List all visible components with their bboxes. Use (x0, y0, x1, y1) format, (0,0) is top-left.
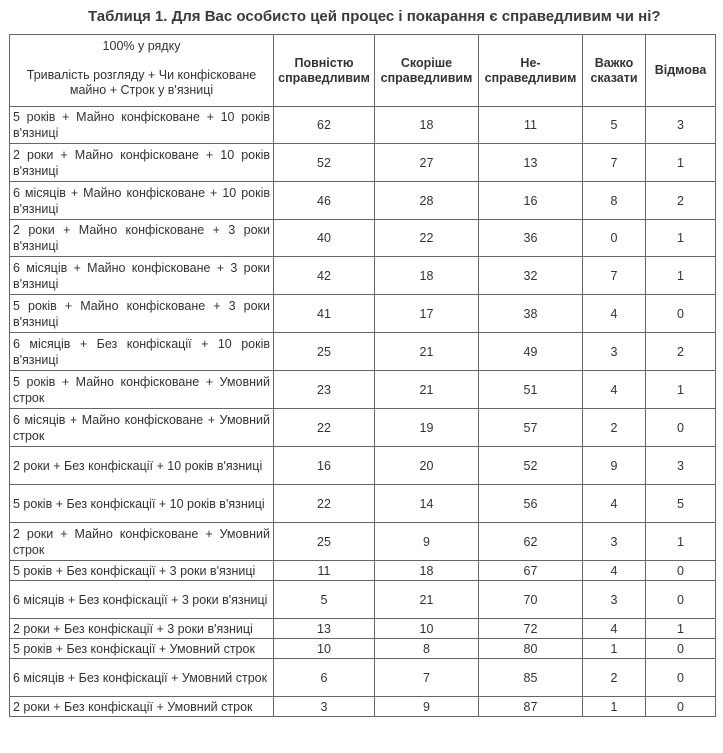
cell-rather-fair: 21 (375, 333, 479, 371)
row-label: 5 років + Без конфіскації + 10 років в'язниці (10, 485, 274, 523)
table-row (10, 333, 716, 371)
table-row (10, 639, 716, 659)
cell-refusal: 0 (646, 295, 716, 333)
cell-hard-to-say: 0 (583, 220, 646, 257)
cell-fully-fair: 23 (274, 371, 375, 409)
cell-unfair: 62 (479, 523, 583, 561)
cell-fully-fair: 25 (274, 523, 375, 561)
cell-refusal: 1 (646, 144, 716, 182)
cell-rather-fair: 28 (375, 182, 479, 220)
cell-refusal: 2 (646, 333, 716, 371)
cell-fully-fair: 10 (274, 639, 375, 659)
page-title: Таблиця 1. Для Вас особисто цей процес і покарання є справедливим чи ні? (88, 8, 661, 25)
cell-rather-fair: 14 (375, 485, 479, 523)
cell-refusal: 1 (646, 619, 716, 639)
cell-hard-to-say: 5 (583, 107, 646, 144)
cell-fully-fair: 6 (274, 659, 375, 697)
cell-refusal: 2 (646, 182, 716, 220)
cell-hard-to-say: 4 (583, 619, 646, 639)
percent-note: 100% у рядку (102, 39, 181, 53)
cell-refusal: 0 (646, 561, 716, 581)
row-label: 5 років + Без конфіскації + 3 роки в'язниці (10, 561, 274, 581)
cell-rather-fair: 9 (375, 697, 479, 717)
cell-unfair: 67 (479, 561, 583, 581)
cell-hard-to-say: 3 (583, 581, 646, 619)
table-row (10, 659, 716, 697)
cell-fully-fair: 16 (274, 447, 375, 485)
cell-rather-fair: 10 (375, 619, 479, 639)
row-label: 6 місяців + Без конфіскації + 3 роки в'язниці (10, 581, 274, 619)
col-header-refusal: Відмова (646, 35, 716, 107)
row-label-title: Тривалість розгляду + Чи конфісковане майно + Строк у в'язниці (26, 68, 257, 97)
row-label: 6 місяців + Майно конфісковане + 3 роки в'язниці (10, 257, 274, 295)
cell-fully-fair: 62 (274, 107, 375, 144)
cell-refusal: 1 (646, 371, 716, 409)
cell-unfair: 52 (479, 447, 583, 485)
cell-unfair: 32 (479, 257, 583, 295)
cell-unfair: 38 (479, 295, 583, 333)
cell-fully-fair: 11 (274, 561, 375, 581)
row-label-header (10, 35, 274, 107)
col-header-rather-fair: Скоріше справедливим (375, 35, 479, 107)
row-label: 5 років + Майно конфісковане + Умовний строк (10, 371, 274, 409)
cell-rather-fair: 8 (375, 639, 479, 659)
cell-unfair: 70 (479, 581, 583, 619)
row-label: 2 роки + Без конфіскації + Умовний строк (10, 697, 274, 717)
table-row (10, 107, 716, 144)
cell-rather-fair: 20 (375, 447, 479, 485)
cell-fully-fair: 52 (274, 144, 375, 182)
cell-fully-fair: 3 (274, 697, 375, 717)
table-row (10, 409, 716, 447)
cell-rather-fair: 18 (375, 107, 479, 144)
row-label: 5 років + Майно конфісковане + 3 роки в'язниці (10, 295, 274, 333)
table-row (10, 697, 716, 717)
cell-unfair: 80 (479, 639, 583, 659)
cell-hard-to-say: 1 (583, 697, 646, 717)
row-label: 5 років + Без конфіскації + Умовний строк (10, 639, 274, 659)
cell-refusal: 0 (646, 409, 716, 447)
cell-unfair: 36 (479, 220, 583, 257)
cell-refusal: 1 (646, 220, 716, 257)
cell-unfair: 56 (479, 485, 583, 523)
table-row (10, 523, 716, 561)
cell-refusal: 0 (646, 659, 716, 697)
cell-rather-fair: 27 (375, 144, 479, 182)
cell-rather-fair: 21 (375, 581, 479, 619)
cell-rather-fair: 18 (375, 257, 479, 295)
cell-hard-to-say: 4 (583, 485, 646, 523)
row-label: 2 роки + Майно конфісковане + 10 років в'язниці (10, 144, 274, 182)
cell-hard-to-say: 7 (583, 144, 646, 182)
cell-rather-fair: 17 (375, 295, 479, 333)
header-row (10, 35, 716, 107)
row-label: 2 роки + Майно конфісковане + 3 роки в'язниці (10, 220, 274, 257)
cell-fully-fair: 22 (274, 409, 375, 447)
cell-fully-fair: 42 (274, 257, 375, 295)
cell-unfair: 72 (479, 619, 583, 639)
cell-fully-fair: 41 (274, 295, 375, 333)
table-row (10, 447, 716, 485)
table-row (10, 144, 716, 182)
row-label: 2 роки + Майно конфісковане + Умовний строк (10, 523, 274, 561)
cell-refusal: 5 (646, 485, 716, 523)
cell-unfair: 11 (479, 107, 583, 144)
cell-fully-fair: 22 (274, 485, 375, 523)
cell-fully-fair: 46 (274, 182, 375, 220)
cell-refusal: 1 (646, 257, 716, 295)
cell-unfair: 49 (479, 333, 583, 371)
cell-hard-to-say: 9 (583, 447, 646, 485)
cell-fully-fair: 5 (274, 581, 375, 619)
cell-hard-to-say: 7 (583, 257, 646, 295)
cell-hard-to-say: 8 (583, 182, 646, 220)
table-row (10, 257, 716, 295)
row-label: 6 місяців + Без конфіскації + Умовний строк (10, 659, 274, 697)
table-row (10, 581, 716, 619)
table-row (10, 485, 716, 523)
table-row (10, 295, 716, 333)
col-header-fully-fair: Повністю справедливим (274, 35, 375, 107)
cell-hard-to-say: 4 (583, 295, 646, 333)
col-header-unfair: Не-справедливим (479, 35, 583, 107)
cell-rather-fair: 7 (375, 659, 479, 697)
cell-unfair: 57 (479, 409, 583, 447)
cell-fully-fair: 13 (274, 619, 375, 639)
row-label: 2 роки + Без конфіскації + 3 роки в'язниці (10, 619, 274, 639)
row-label: 6 місяців + Майно конфісковане + 10 років в'язниці (10, 182, 274, 220)
cell-rather-fair: 9 (375, 523, 479, 561)
cell-refusal: 0 (646, 697, 716, 717)
row-label: 2 роки + Без конфіскації + 10 років в'язниці (10, 447, 274, 485)
cell-unfair: 51 (479, 371, 583, 409)
cell-unfair: 16 (479, 182, 583, 220)
cell-hard-to-say: 3 (583, 523, 646, 561)
results-table (9, 34, 716, 717)
cell-hard-to-say: 3 (583, 333, 646, 371)
row-label: 6 місяців + Без конфіскації + 10 років в'язниці (10, 333, 274, 371)
cell-rather-fair: 21 (375, 371, 479, 409)
col-header-hard-to-say: Важко сказати (583, 35, 646, 107)
cell-unfair: 85 (479, 659, 583, 697)
table-row (10, 182, 716, 220)
cell-hard-to-say: 2 (583, 409, 646, 447)
cell-refusal: 1 (646, 523, 716, 561)
cell-fully-fair: 25 (274, 333, 375, 371)
row-label: 5 років + Майно конфісковане + 10 років в'язниці (10, 107, 274, 144)
cell-hard-to-say: 1 (583, 639, 646, 659)
cell-rather-fair: 19 (375, 409, 479, 447)
cell-rather-fair: 22 (375, 220, 479, 257)
cell-refusal: 3 (646, 107, 716, 144)
table-row (10, 561, 716, 581)
cell-refusal: 3 (646, 447, 716, 485)
cell-unfair: 13 (479, 144, 583, 182)
cell-hard-to-say: 2 (583, 659, 646, 697)
cell-rather-fair: 18 (375, 561, 479, 581)
table-row (10, 371, 716, 409)
cell-hard-to-say: 4 (583, 561, 646, 581)
cell-refusal: 0 (646, 639, 716, 659)
table-row (10, 619, 716, 639)
cell-hard-to-say: 4 (583, 371, 646, 409)
cell-fully-fair: 40 (274, 220, 375, 257)
cell-refusal: 0 (646, 581, 716, 619)
cell-unfair: 87 (479, 697, 583, 717)
table-row (10, 220, 716, 257)
row-label: 6 місяців + Майно конфісковане + Умовний строк (10, 409, 274, 447)
